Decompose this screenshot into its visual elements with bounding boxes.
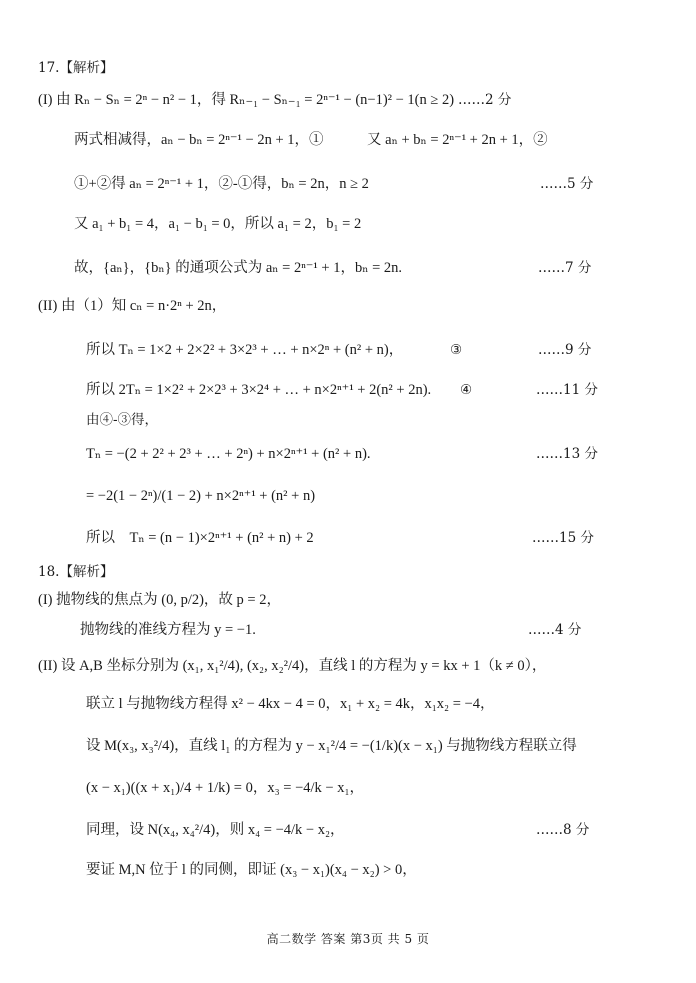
p18-part2-line3: 设 M(x₃, x₃²/4)，直线 l₁ 的方程为 y − x₁²/4 = −(1/k)(x − x₁) 与抛物线方程联立得 xyxy=(86,738,577,754)
p18-score-4: ……4 分 xyxy=(528,622,582,638)
p18-part2-line4: (x − x₁)((x + x₁)/4 + 1/k) = 0，x₃ = −4/k − x₁， xyxy=(86,780,365,796)
p17-part1-line4: 又 a₁ + b₁ = 4，a₁ − b₁ = 0，所以 a₁ = 2，b₁ = 2 xyxy=(74,216,362,232)
problem-17-title: 17.【解析】 xyxy=(38,60,114,76)
p17-part2-line3: 所以 2Tₙ = 1×2² + 2×2³ + 3×2⁴ + … + n×2ⁿ⁺¹ + 2(n² + 2n). xyxy=(86,382,432,398)
p17-part2-line6: = −2(1 − 2ⁿ)/(1 − 2) + n×2ⁿ⁺¹ + (n² + n) xyxy=(86,488,316,504)
p17-part2-line7: 所以 Tₙ = (n − 1)×2ⁿ⁺¹ + (n² + n) + 2 xyxy=(86,530,314,546)
p17-score-11: ……11 分 xyxy=(536,382,598,398)
p17-score-9: ……9 分 xyxy=(538,342,592,358)
p18-part2-line1: (II) 设 A,B 坐标分别为 (x₁, x₁²/4), (x₂, x₂²/4)，直线 l 的方程为 y = kx + 1（k ≠ 0）， xyxy=(38,658,547,674)
p17-part1-line1: (I) 由 Rₙ − Sₙ = 2ⁿ − n² − 1，得 Rₙ₋₁ − Sₙ₋₁ = 2ⁿ⁻¹ − (n−1)² − 1(n ≥ 2) xyxy=(38,92,455,108)
p17-part1-line2: 两式相减得，aₙ − bₙ = 2ⁿ⁻¹ − 2n + 1，① 又 aₙ + bₙ = 2ⁿ⁻¹ + 2n + 1，② xyxy=(74,132,548,148)
p18-score-8: ……8 分 xyxy=(536,822,590,838)
p17-score-13: ……13 分 xyxy=(536,446,598,462)
p17-score-15: ……15 分 xyxy=(532,530,594,546)
p17-part2-line5: Tₙ = −(2 + 2² + 2³ + … + 2ⁿ) + n×2ⁿ⁺¹ + (n² + n). xyxy=(86,446,371,462)
problem-18-title: 18.【解析】 xyxy=(38,564,114,580)
p18-part2-line5: 同理，设 N(x₄, x₄²/4)，则 x₄ = −4/k − x₂， xyxy=(86,822,345,838)
p17-part1-line3: ①+②得 aₙ = 2ⁿ⁻¹ + 1，②-①得，bₙ = 2n，n ≥ 2 xyxy=(74,176,369,192)
p17-score-2: ……2 分 xyxy=(458,92,512,108)
page-footer: 高二数学 答案 第3页 共 5 页 xyxy=(266,932,430,946)
p18-part1-line1: (I) 抛物线的焦点为 (0, p/2)，故 p = 2， xyxy=(38,592,281,608)
p17-part2-line2: 所以 Tₙ = 1×2 + 2×2² + 3×2³ + … + n×2ⁿ + (n² + n)， xyxy=(86,342,404,358)
p17-part2-line4: 由④-③得， xyxy=(86,412,159,428)
p17-mark-3: ③ xyxy=(450,342,463,358)
p17-score-7: ……7 分 xyxy=(538,260,592,276)
p18-part2-line2: 联立 l 与抛物线方程得 x² − 4kx − 4 = 0，x₁ + x₂ = 4k，x₁x₂ = −4， xyxy=(86,696,495,712)
p17-part2-line1: (II) 由（1）知 cₙ = n·2ⁿ + 2n， xyxy=(38,298,227,314)
p17-mark-4: ④ xyxy=(460,382,473,398)
p18-part2-line6: 要证 M,N 位于 l 的同侧，即证 (x₃ − x₁)(x₄ − x₂) > 0， xyxy=(86,862,417,878)
p18-part1-line2: 抛物线的准线方程为 y = −1. xyxy=(80,622,256,638)
p17-part1-line5: 故，{aₙ}，{bₙ} 的通项公式为 aₙ = 2ⁿ⁻¹ + 1，bₙ = 2n. xyxy=(74,260,403,276)
p17-score-5: ……5 分 xyxy=(540,176,594,192)
